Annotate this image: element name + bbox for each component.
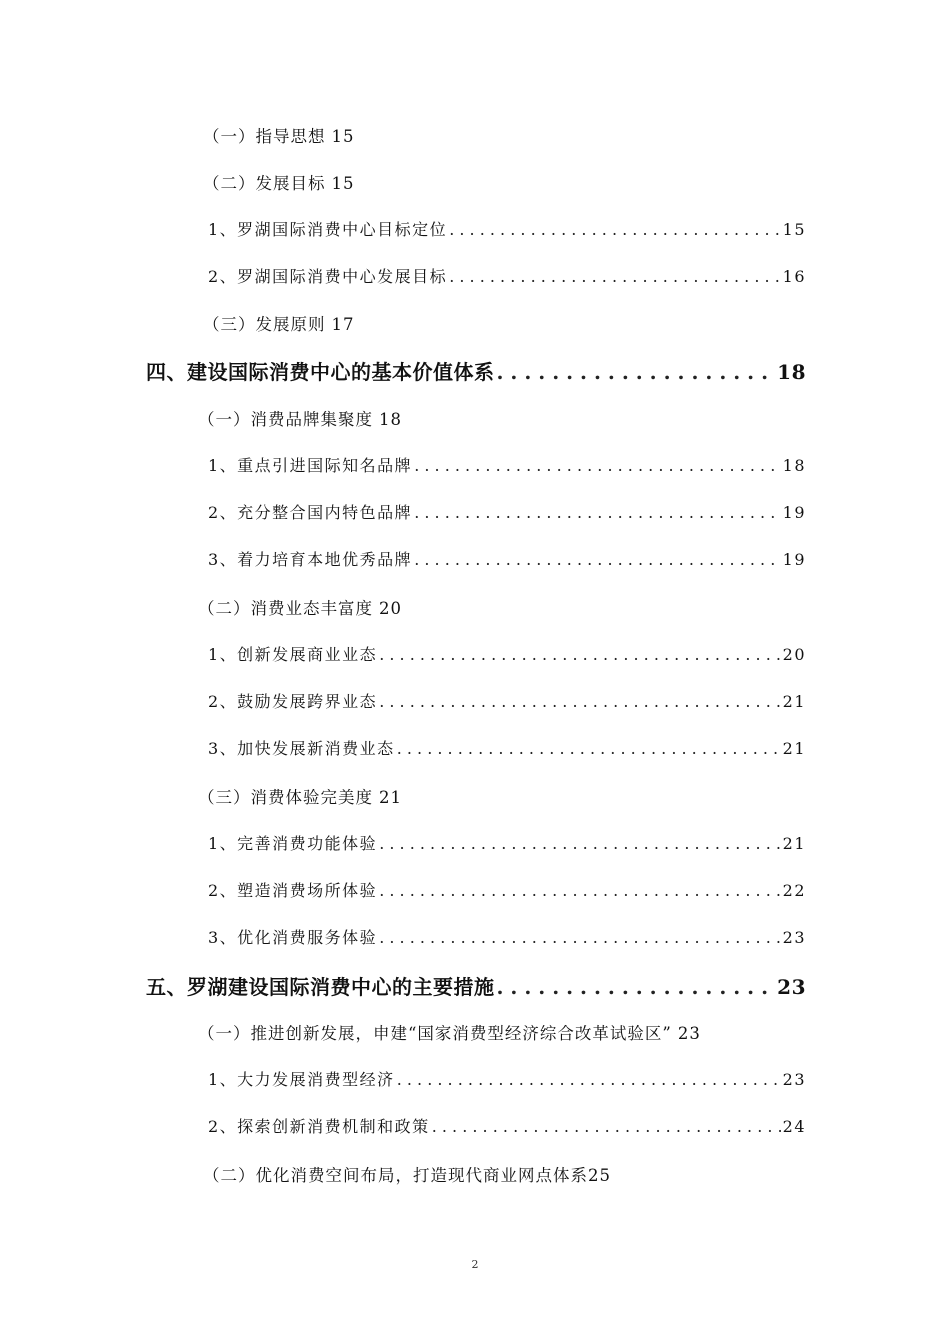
toc-entry-title: （二）优化消费空间布局，打造现代商业网点体系	[203, 1166, 588, 1185]
toc-entry-page: 25	[588, 1166, 611, 1185]
toc-entry-page: 19	[782, 550, 806, 569]
toc-entry-crossover-business[interactable]	[208, 689, 806, 712]
toc-leader-dots	[497, 975, 776, 999]
toc-leader-dots	[379, 692, 780, 711]
toc-entry-local-brands[interactable]	[208, 547, 806, 570]
toc-entry-title: 1、完善消费功能体验	[208, 834, 378, 853]
toc-entry-experience-perfection[interactable]	[198, 784, 402, 808]
toc-entry-international-brands[interactable]	[208, 453, 806, 476]
toc-entry-page: 23	[782, 928, 806, 947]
toc-entry-title: 2、罗湖国际消费中心发展目标	[208, 267, 448, 286]
toc-entry-new-consumption[interactable]	[208, 736, 806, 759]
toc-entry-title: 3、着力培育本地优秀品牌	[208, 550, 413, 569]
toc-leader-dots	[414, 456, 780, 475]
toc-entry-page: 20	[782, 645, 806, 664]
toc-leader-dots	[449, 220, 780, 239]
toc-leader-dots	[379, 834, 780, 853]
toc-entry-innovate-commerce[interactable]	[208, 642, 806, 665]
toc-entry-page: 15	[331, 127, 355, 146]
toc-entry-title: 五、罗湖建设国际消费中心的主要措施	[146, 975, 495, 999]
toc-entry-page: 18	[777, 360, 806, 384]
toc-leader-dots	[397, 739, 781, 758]
toc-entry-business-richness[interactable]	[198, 595, 402, 619]
toc-entry-title: 四、建设国际消费中心的基本价值体系	[146, 360, 495, 384]
toc-entry-title: 1、罗湖国际消费中心目标定位	[208, 220, 448, 239]
toc-entry-function-experience[interactable]	[208, 831, 806, 854]
toc-entry-service-experience[interactable]	[208, 925, 806, 948]
toc-entry-page: 17	[331, 315, 355, 334]
toc-entry-venue-experience[interactable]	[208, 878, 806, 901]
toc-entry-title: （二）消费业态丰富度	[198, 599, 373, 618]
toc-entry-brand-agglomeration[interactable]	[198, 406, 402, 430]
toc-entry-page: 15	[782, 220, 806, 239]
toc-entry-page: 21	[782, 834, 806, 853]
toc-entry-page: 18	[782, 456, 806, 475]
toc-leader-dots	[497, 360, 776, 384]
toc-entry-guiding-ideology[interactable]	[203, 123, 355, 147]
toc-entry-title: 1、创新发展商业业态	[208, 645, 378, 664]
toc-leader-dots	[432, 1117, 781, 1136]
toc-leader-dots	[397, 1070, 781, 1089]
toc-entry-page: 21	[782, 739, 806, 758]
toc-entry-page: 24	[782, 1117, 806, 1136]
toc-entry-page: 22	[782, 881, 806, 900]
toc-entry-title: 2、充分整合国内特色品牌	[208, 503, 413, 522]
toc-entry-page: 21	[379, 788, 402, 807]
toc-entry-page: 21	[782, 692, 806, 711]
toc-chapter-four[interactable]	[146, 356, 806, 385]
toc-entry-development-target[interactable]	[208, 264, 806, 287]
toc-entry-title: 3、优化消费服务体验	[208, 928, 378, 947]
toc-entry-page: 15	[331, 174, 355, 193]
toc-entry-title: （三）消费体验完美度	[198, 788, 373, 807]
toc-entry-page: 19	[782, 503, 806, 522]
toc-entry-title: （一）指导思想	[203, 127, 326, 146]
toc-leader-dots	[449, 267, 780, 286]
toc-entry-title: 2、塑造消费场所体验	[208, 881, 378, 900]
toc-entry-title: 2、探索创新消费机制和政策	[208, 1117, 430, 1136]
toc-entry-target-positioning[interactable]	[208, 217, 806, 240]
toc-entry-development-goals[interactable]	[203, 170, 355, 194]
toc-entry-title: （三）发展原则	[203, 315, 326, 334]
toc-leader-dots	[414, 503, 780, 522]
toc-entry-domestic-brands[interactable]	[208, 500, 806, 523]
toc-entry-page: 20	[379, 599, 402, 618]
toc-entry-mechanisms-policies[interactable]	[208, 1114, 806, 1137]
toc-entry-consumption-economy[interactable]	[208, 1067, 806, 1090]
page-number: 2	[471, 1258, 479, 1271]
toc-leader-dots	[379, 645, 780, 664]
toc-entry-page: 23	[782, 1070, 806, 1089]
toc-entry-title: 1、重点引进国际知名品牌	[208, 456, 413, 475]
toc-entry-title: 2、鼓励发展跨界业态	[208, 692, 378, 711]
toc-entry-title: （一）推进创新发展，申建“国家消费型经济综合改革试验区”	[198, 1024, 672, 1043]
toc-entry-page: 16	[782, 267, 806, 286]
toc-leader-dots	[379, 928, 780, 947]
toc-leader-dots	[379, 881, 780, 900]
toc-leader-dots	[414, 550, 780, 569]
toc-entry-page: 23	[777, 975, 806, 999]
toc-entry-title: （二）发展目标	[203, 174, 326, 193]
toc-entry-page: 23	[677, 1024, 701, 1043]
toc-entry-page: 18	[379, 410, 402, 429]
toc-entry-development-principles[interactable]	[203, 311, 355, 335]
toc-entry-spatial-layout[interactable]	[203, 1162, 611, 1186]
toc-entry-innovation-pilot-zone[interactable]	[198, 1020, 701, 1044]
toc-entry-title: 1、大力发展消费型经济	[208, 1070, 395, 1089]
toc-entry-title: 3、加快发展新消费业态	[208, 739, 395, 758]
toc-chapter-five[interactable]	[146, 971, 806, 1000]
toc-entry-title: （一）消费品牌集聚度	[198, 410, 373, 429]
